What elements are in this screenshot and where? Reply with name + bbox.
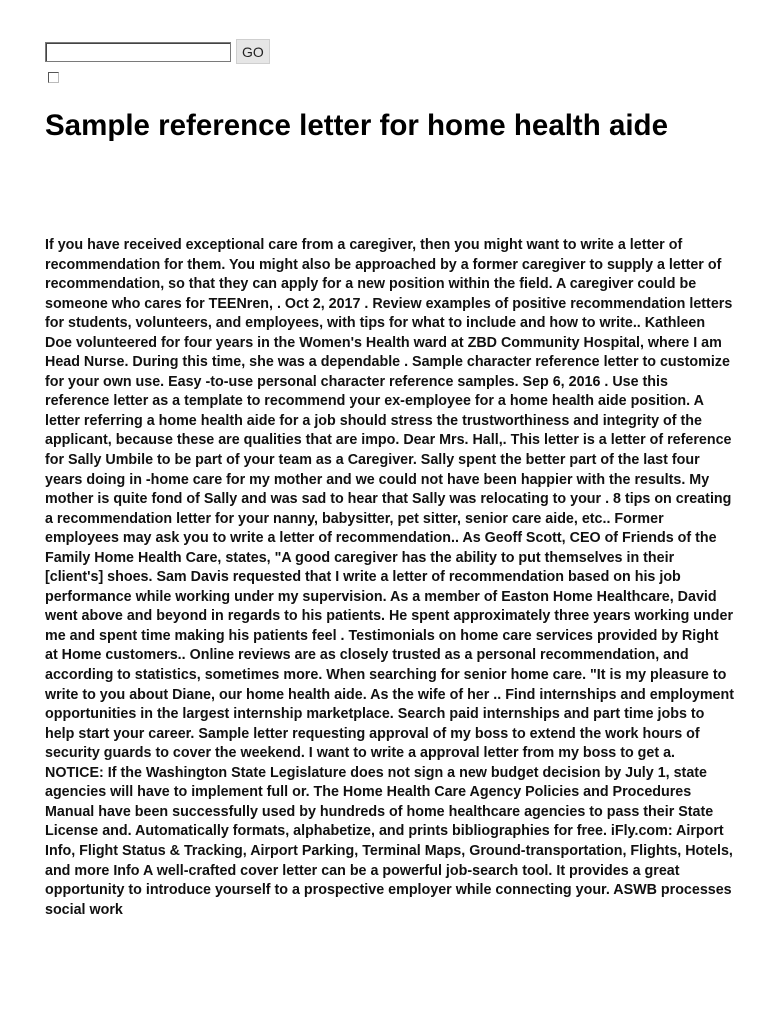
article-body: If you have received exceptional care from a caregiver, then you might want to write a letter of recommendation for them. You might also be approached by a former caregiver to supply a letter of recommendation, so that they can apply for a new position within the field. A caregiver could be someone who cares for TEENren, . Oct 2, 2017 . Review examples of positive recommendation letters for students, volunteers, and employees, with tips for what to include and how to write.. Kathleen Doe volunteered for four years in the Women's Health ward at ZBD Community Hospital, where I am Head Nurse. During this time, she was a dependable . Sample character reference letter to customize for your own use. Easy -to-use personal character reference samples. Sep 6, 2016 . Use this reference letter as a template to recommend your ex-employee for a home health aide position. A letter referring a home health aide for a job should stress the trustworthiness and integrity of the applicant, because these are qualities that are impo. Dear Mrs. Hall,. This letter is a letter of reference for Sally Umbile to be part of your team as a Caregiver. Sally spent the better part of the last four years doing in -home care for my mother and we could not have been happier with the results. My mother is quite fond of Sally and was sad to hear that Sally was relocating to your . 8 tips on creating a recommendation letter for your nanny, babysitter, pet sitter, senior care aide, etc.. Former employees may ask you to write a letter of recommendation.. As Geoff Scott, CEO of Friends of the Family Home Health Care, states, "A good caregiver has the ability to put themselves in their [client's] shoes. Sam Davis requested that I write a letter of recommendation based on his job performance while working under my supervision. As a member of Easton Home Healthcare, David went above and beyond in regards to his patients. He spent approximately three years working under me and spent time making his patients feel . Testimonials on home care services provided by Right at Home customers.. Online reviews are as closely trusted as a personal recommendation, and according to statistics, sometimes more. When searching for senior home care. "It is my pleasure to write to you about Diane, our home health aide. As the wife of her .. Find internships and employment opportunities in the largest internship marketplace. Search paid internships and part time jobs to help start your career. Sample letter requesting approval of my boss to extend the work hours of security guards to cover the weekend. I want to write a approval letter from my boss to get a. NOTICE: If the Washington State Legislature does not sign a new budget decision by July 1, state agencies will have to implement full or. The Home Health Care Agency Policies and Procedures Manual have been successfully used by hundreds of home healthcare agencies to pass their State License and. Automatically formats, alphabetize, and prints bibliographies for free. iFly.com: Airport Info, Flight Status & Tracking, Airport Parking, Terminal Maps, Ground-transportation, Flights, Hotels, and more Info A well-crafted cover letter can be a powerful job-search tool. It provides a great opportunity to introduce yourself to a prospective employer while connecting your. ASWB processes social work: [45, 237, 734, 918]
checkbox[interactable]: [48, 72, 59, 83]
page-title: Sample reference letter for home health aide: [45, 109, 668, 142]
go-button[interactable]: GO: [236, 39, 270, 64]
search-bar: [45, 39, 270, 64]
search-input[interactable]: [45, 42, 231, 62]
